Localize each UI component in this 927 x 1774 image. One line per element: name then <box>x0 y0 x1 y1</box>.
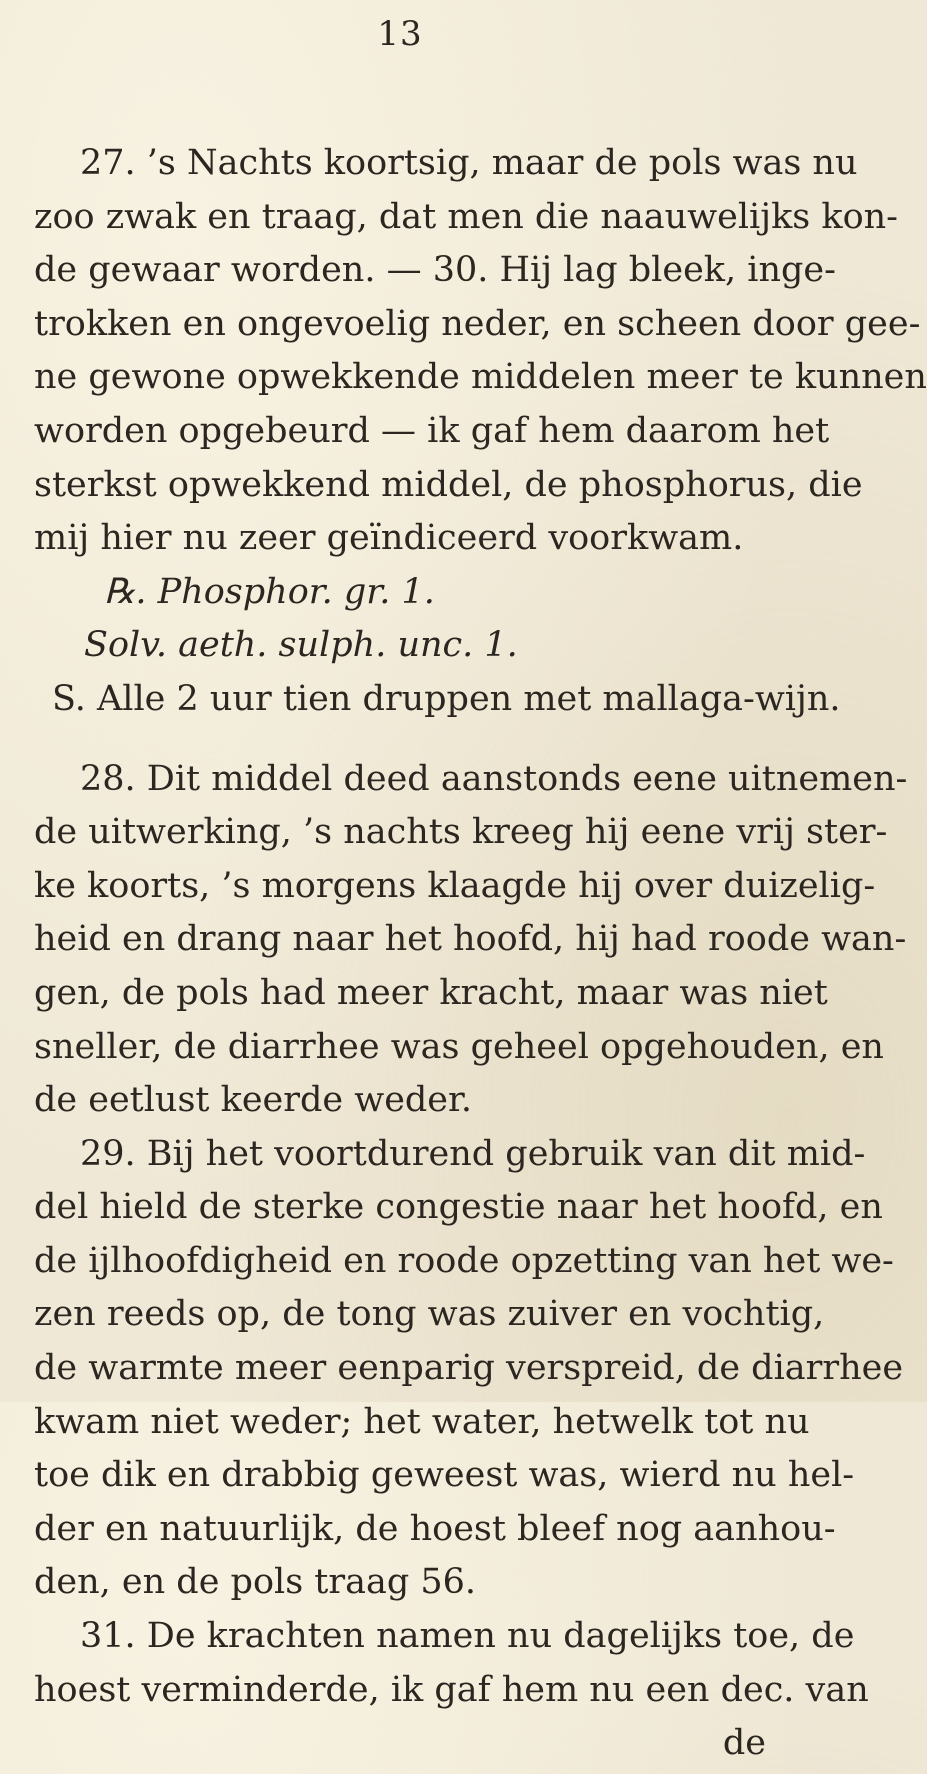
prescription-signa: S. Alle 2 uur tien druppen met mallaga-wijn. <box>52 678 841 719</box>
text-line: ke koorts, ’s morgens klaagde hij over duizelig- <box>34 865 876 906</box>
text-line: mij hier nu zeer geïndiceerd voorkwam. <box>34 518 744 559</box>
text-line: der en natuurlijk, de hoest bleef nog aanhou- <box>34 1508 836 1549</box>
text-line: hoest verminderde, ik gaf hem nu een dec. van <box>34 1669 869 1710</box>
text-line: 29. Bij het voortdurend gebruik van dit mid- <box>80 1133 866 1174</box>
page-number: 13 <box>377 14 423 54</box>
text-line: trokken en ongevoelig neder, en scheen door gee- <box>34 303 921 344</box>
text-line: del hield de sterke congestie naar het hoofd, en <box>34 1187 883 1228</box>
prescription-line: ℞. Phosphor. gr. 1. <box>104 571 435 612</box>
text-line: de uitwerking, ’s nachts kreeg hij eene vrij ster- <box>34 812 888 853</box>
text-line: toe dik en drabbig geweest was, wierd nu hel- <box>34 1455 855 1496</box>
prescription-line: Solv. aeth. sulph. unc. 1. <box>84 625 518 666</box>
text-line: de gewaar worden. — 30. Hij lag bleek, inge- <box>34 250 836 291</box>
text-line: den, en de pols traag 56. <box>34 1562 477 1603</box>
text-line: 28. Dit middel deed aanstonds eene uitnemen- <box>80 758 908 799</box>
body-text <box>34 140 927 1774</box>
text-line: de ijlhoofdigheid en roode opzetting van het we- <box>34 1240 894 1281</box>
paragraph-gap <box>34 730 780 756</box>
text-line: sneller, de diarrhee was geheel opgehouden, en <box>34 1026 884 1067</box>
text-line: zen reeds op, de tong was zuiver en vochtig, <box>34 1294 825 1335</box>
text-line: sterkst opwekkend middel, de phosphorus, die <box>34 464 863 505</box>
text-line: gen, de pols had meer kracht, maar was niet <box>34 972 828 1013</box>
text-line: 27. ’s Nachts koortsig, maar de pols was nu <box>80 143 858 183</box>
text-line: worden opgebeurd — ik gaf hem daarom het <box>34 410 830 451</box>
text-line: zoo zwak en traag, dat men die naauwelijks kon- <box>34 196 899 237</box>
text-line: de warmte meer eenparig verspreid, de diarrhee <box>34 1348 904 1389</box>
text-line: kwam niet weder; het water, hetwelk tot nu <box>34 1401 810 1442</box>
text-line: ne gewone opwekkende middelen meer te kunnen <box>34 357 927 398</box>
text-line: heid en drang naar het hoofd, hij had roode wan- <box>34 919 907 960</box>
text-line: 31. De krachten namen nu dagelijks toe, de <box>80 1616 855 1657</box>
catchword: de <box>722 1723 766 1764</box>
text-line: de eetlust keerde weder. <box>34 1080 473 1121</box>
